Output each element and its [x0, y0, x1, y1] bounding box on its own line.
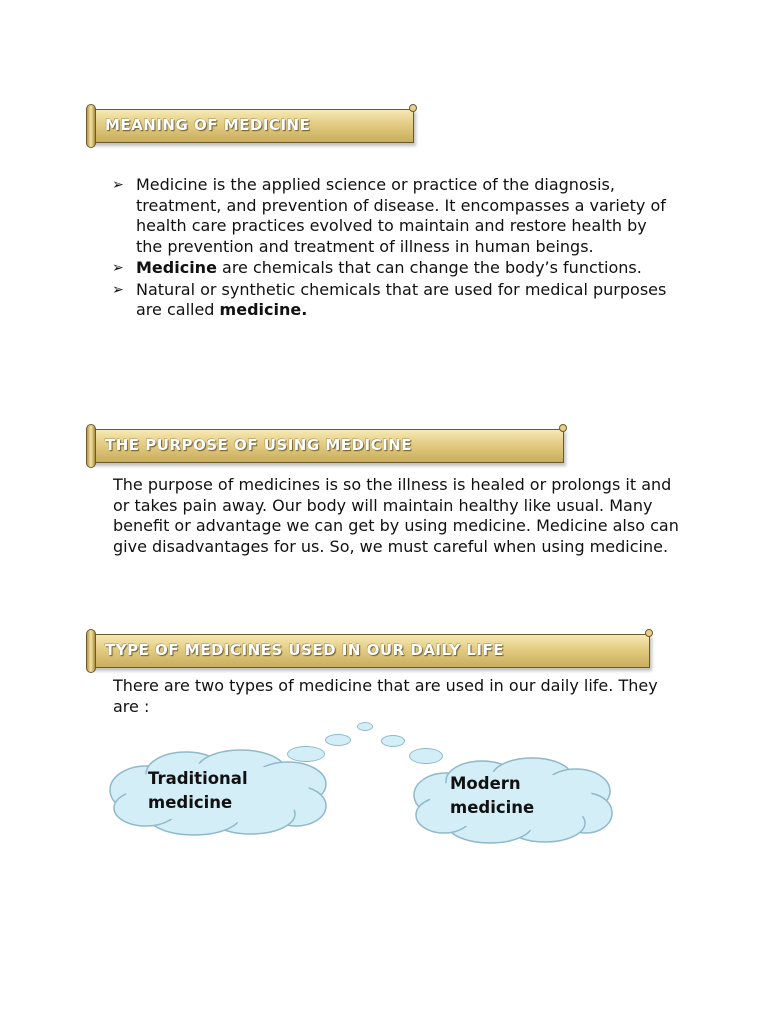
purpose-heading: THE PURPOSE OF USING MEDICINE [105, 436, 412, 454]
list-item [112, 280, 672, 321]
modern-cloud-line1: Modern [450, 774, 521, 793]
scroll-roll-right-icon [645, 629, 653, 637]
thought-bubble [357, 722, 373, 731]
modern-cloud-line2: medicine [450, 798, 535, 817]
thought-bubble [381, 735, 405, 747]
arrowhead-bullet-icon: ➢ [112, 177, 124, 193]
scroll-roll-left-icon [86, 629, 96, 673]
purpose-paragraph: The purpose of medicines is so the illness is healed or prolongs it and or takes pain away. Our body will maintain healthy like usual. Many benefit or advantage we can get by using medicine. Medicine also can give disadvantages for us. So, we must careful when using medicine. [113, 475, 679, 556]
types-heading-banner [92, 634, 650, 668]
purpose-heading-banner [92, 429, 564, 463]
traditional-cloud-line2: medicine [148, 793, 233, 812]
bullet-bold-tail: medicine. [219, 300, 308, 319]
meaning-heading: MEANING OF MEDICINE [105, 116, 311, 134]
bullet-text: are chemicals that can change the body’s functions. [216, 258, 642, 277]
meaning-bullet-list [112, 175, 672, 322]
bullet-text: Natural or synthetic chemicals that are used for medical purposes are called [136, 279, 667, 319]
types-intro-paragraph: There are two types of medicine that are used in our daily life. They are : [113, 676, 658, 716]
bullet-bold-lead: Medicine [136, 258, 217, 277]
scroll-roll-left-icon [86, 424, 96, 468]
meaning-heading-banner [92, 109, 414, 143]
modern-medicine-cloud [410, 755, 614, 845]
bullet-text: Medicine is the applied science or practice of the diagnosis, treatment, and prevention of disease. It encompasses a variety of health care practices evolved to maintain and restore health by the prevention and treatment of illness in human beings. [136, 175, 666, 256]
traditional-medicine-cloud [106, 748, 330, 838]
traditional-cloud-line1: Traditional [148, 769, 248, 788]
thought-bubble [325, 734, 351, 746]
scroll-roll-right-icon [409, 104, 417, 112]
arrowhead-bullet-icon: ➢ [112, 260, 124, 276]
scroll-roll-left-icon [86, 104, 96, 148]
types-heading: TYPE OF MEDICINES USED IN OUR DAILY LIFE [105, 641, 504, 659]
list-item [112, 175, 672, 257]
arrowhead-bullet-icon: ➢ [112, 281, 124, 298]
list-item [112, 258, 672, 279]
scroll-roll-right-icon [559, 424, 567, 432]
